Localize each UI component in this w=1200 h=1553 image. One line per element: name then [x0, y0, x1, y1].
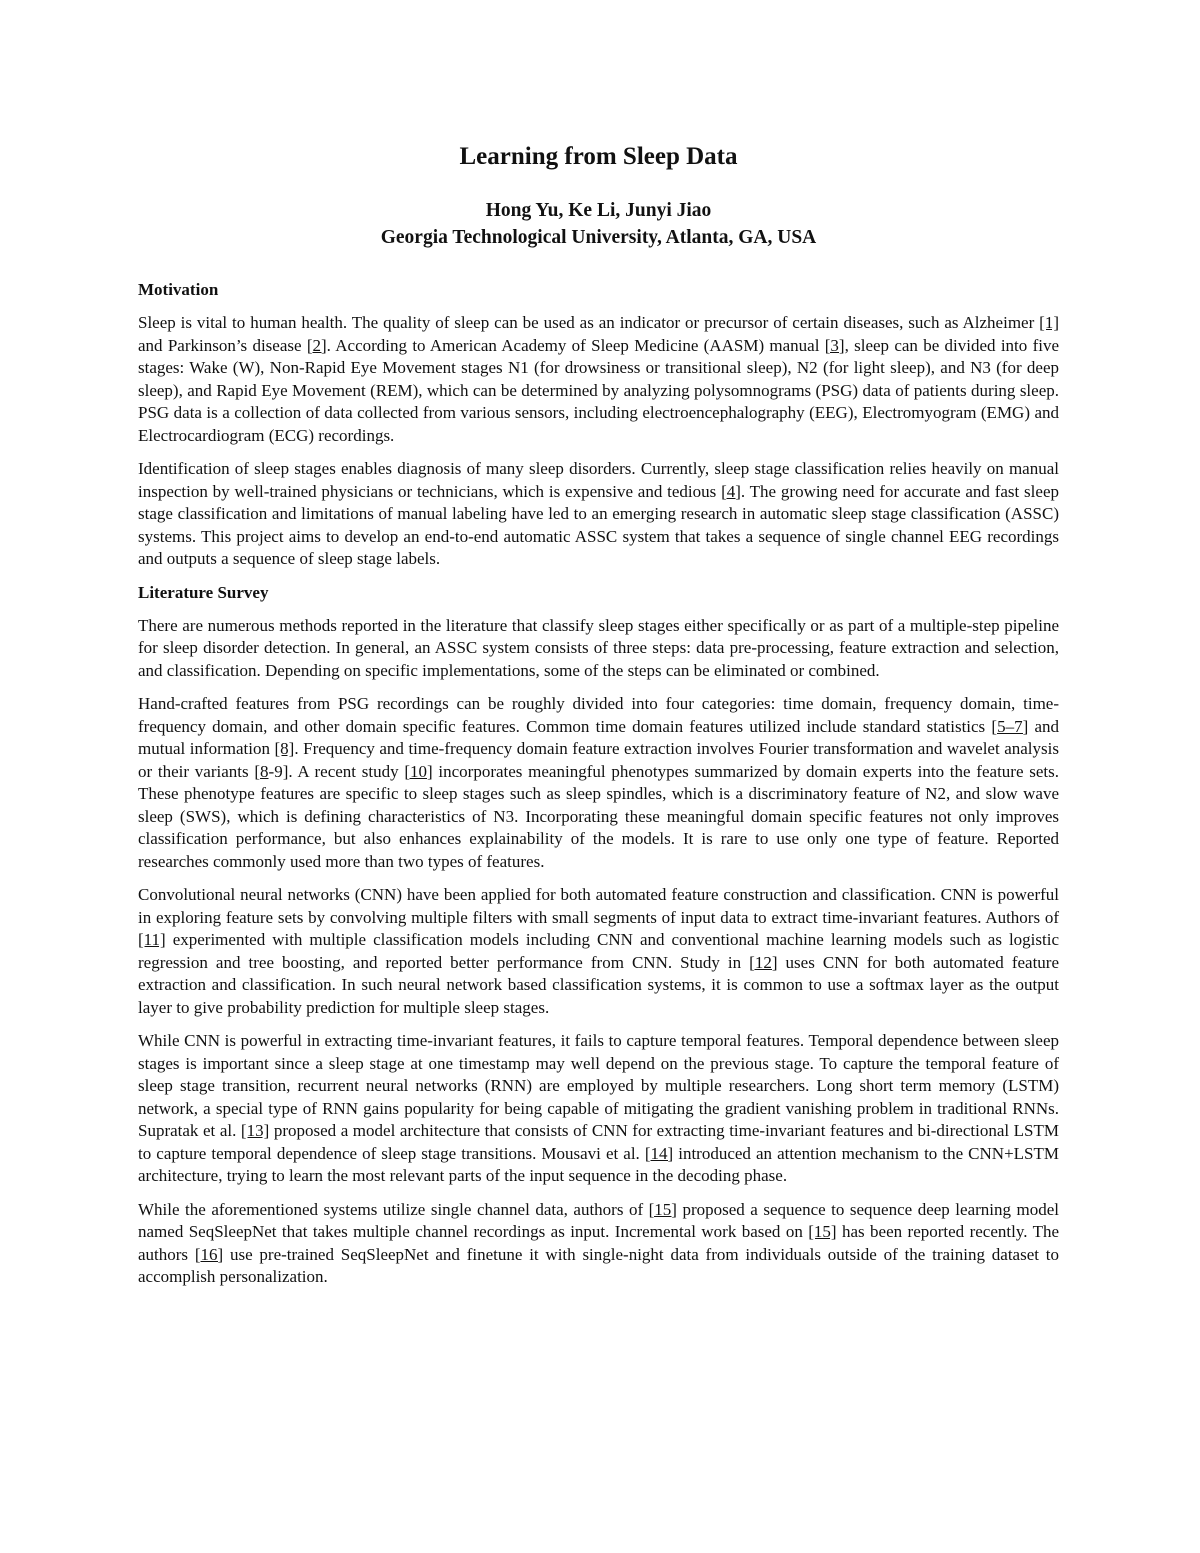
- citation-link[interactable]: [10]: [404, 761, 433, 781]
- citation-link[interactable]: [8]: [274, 739, 295, 758]
- citation-link[interactable]: [11]: [138, 930, 166, 949]
- author-list: Hong Yu, Ke Li, Junyi Jiao: [485, 200, 712, 221]
- citation-link[interactable]: [15]: [808, 1222, 837, 1241]
- citation-link[interactable]: [5–7]: [991, 716, 1029, 736]
- paragraph-literature-1: There are numerous methods reported in the literature that classify sleep stages either specifically or as part of a multiple-step pipeline for sleep disorder detection. In general, an ASSC system consists of three steps: data pre-processing, feature extraction and selection, and classification. Depending on specific implementations, some of the steps can be eliminated or combined.: [138, 615, 1059, 680]
- citation-link[interactable]: [15]: [648, 1199, 677, 1219]
- paper-title: Learning from Sleep Data: [459, 143, 738, 170]
- citation-link[interactable]: [16]: [194, 1244, 224, 1264]
- citation-link[interactable]: [4]: [721, 481, 741, 501]
- citation-link[interactable]: [14]: [644, 1143, 674, 1163]
- paragraph-motivation-1: Sleep is vital to human health. The quality of sleep can be used as an indicator or precursor of certain diseases, such as Alzheimer [1] and Parkinson’s disease [2]. According to American Academy of Sleep Medicine (AASM) manual [3], sleep can be divided into five stages: Wake (W), Non-Rapid Eye Movement stages N1 (for drowsiness or transitional sleep), N2 (for light sleep), and N3 (for deep sleep), and Rapid Eye Movement (REM), which can be determined by analyzing polysomnograms (PSG) data of patients during sleep. PSG data is a collection of data collected from various sensors, including electroencephalography (EEG), Electromyogram (EMG) and Electrocardiogram (ECG) recordings.: [138, 313, 1059, 445]
- citation-link[interactable]: [13]: [240, 1121, 270, 1140]
- citation-link[interactable]: [3]: [824, 335, 845, 355]
- paragraph-motivation-2: Identification of sleep stages enables diagnosis of many sleep disorders. Currently, sleep stage classification relies heavily on manual inspection by well-trained physicians or technicians, which is expensive and tedious [4]. The growing need for accurate and fast sleep stage classification and limitations of manual labeling have led to an emerging research in automatic sleep stage classification (ASSC) systems. This project aims to develop an end-to-end automatic ASSC system that takes a sequence of single channel EEG recordings and outputs a sequence of sleep stage labels.: [138, 459, 1059, 568]
- paragraph-literature-4: While CNN is powerful in extracting time-invariant features, it fails to capture temporal features. Temporal dependence between sleep stages is important since a sleep stage at one timestamp may well depend on the previous stage. To capture the temporal feature of sleep stage transition, recurrent neural networks (RNN) are employed by multiple researchers. Long short term memory (LSTM) network, a special type of RNN gains popularity for being capable of mitigating the gradient vanishing problem in traditional RNNs. Supratak et al. [13] proposed a model architecture that consists of CNN for extracting time-invariant features and bi-directional LSTM to capture temporal dependence of sleep stage transitions. Mousavi et al. [14] introduced an attention mechanism to the CNN+LSTM architecture, trying to learn the most relevant parts of the input sequence in the decoding phase.: [138, 1031, 1060, 1185]
- paragraph-literature-5: While the aforementioned systems utilize single channel data, authors of [15] proposed a sequence to sequence deep learning model named SeqSleepNet that takes multiple channel recordings as input. Incremental work based on [15] has been reported recently. The authors [16] use pre-trained SeqSleepNet and finetune it with single-night data from individuals outside of the training dataset to accomplish personalization.: [138, 1199, 1060, 1286]
- section-heading-motivation: Motivation: [138, 280, 219, 299]
- paragraph-literature-3: Convolutional neural networks (CNN) have been applied for both automated feature construction and classification. CNN is powerful in exploring feature sets by convolving multiple filters with small segments of input data to extract time-invariant features. Authors of [11] experimented with multiple classification models including CNN and conventional machine learning models such as logistic regression and tree boosting, and reported better performance from CNN. Study in [12] uses CNN for both automated feature extraction and classification. In such neural network based classification systems, it is common to use a softmax layer as the output layer to give probability prediction for multiple sleep stages.: [138, 885, 1060, 1017]
- citation-link[interactable]: [8: [254, 761, 269, 781]
- citation-link[interactable]: [1]: [1039, 313, 1059, 332]
- paper-page: [138, 140, 1059, 1300]
- affiliation: Georgia Technological University, Atlanta, GA, USA: [380, 227, 817, 248]
- paragraph-literature-2: Hand-crafted features from PSG recordings can be roughly divided into four categories: time domain, frequency domain, time-frequency domain, and other domain specific features. Common time domain features utilized include standard statistics [5–7] and mutual information [8]. Frequency and time-frequency domain feature extraction involves Fourier transformation and wavelet analysis or their variants [8-9]. A recent study [10] incorporates meaningful phenotypes summarized by domain experts into the feature sets. These phenotype features are specific to sleep stages such as sleep spindles, which is a discriminatory feature of N2, and slow wave sleep (SWS), which is defining characteristics of N3. Incorporating these meaningful domain specific features not only improves classification performance, but also enhances explainability of the models. It is rare to use only one type of feature. Reported researches commonly used more than two types of features.: [138, 694, 1060, 871]
- section-heading-literature-survey: Literature Survey: [138, 582, 269, 602]
- citation-link[interactable]: [12]: [749, 952, 778, 972]
- citation-link[interactable]: [2]: [306, 335, 327, 355]
